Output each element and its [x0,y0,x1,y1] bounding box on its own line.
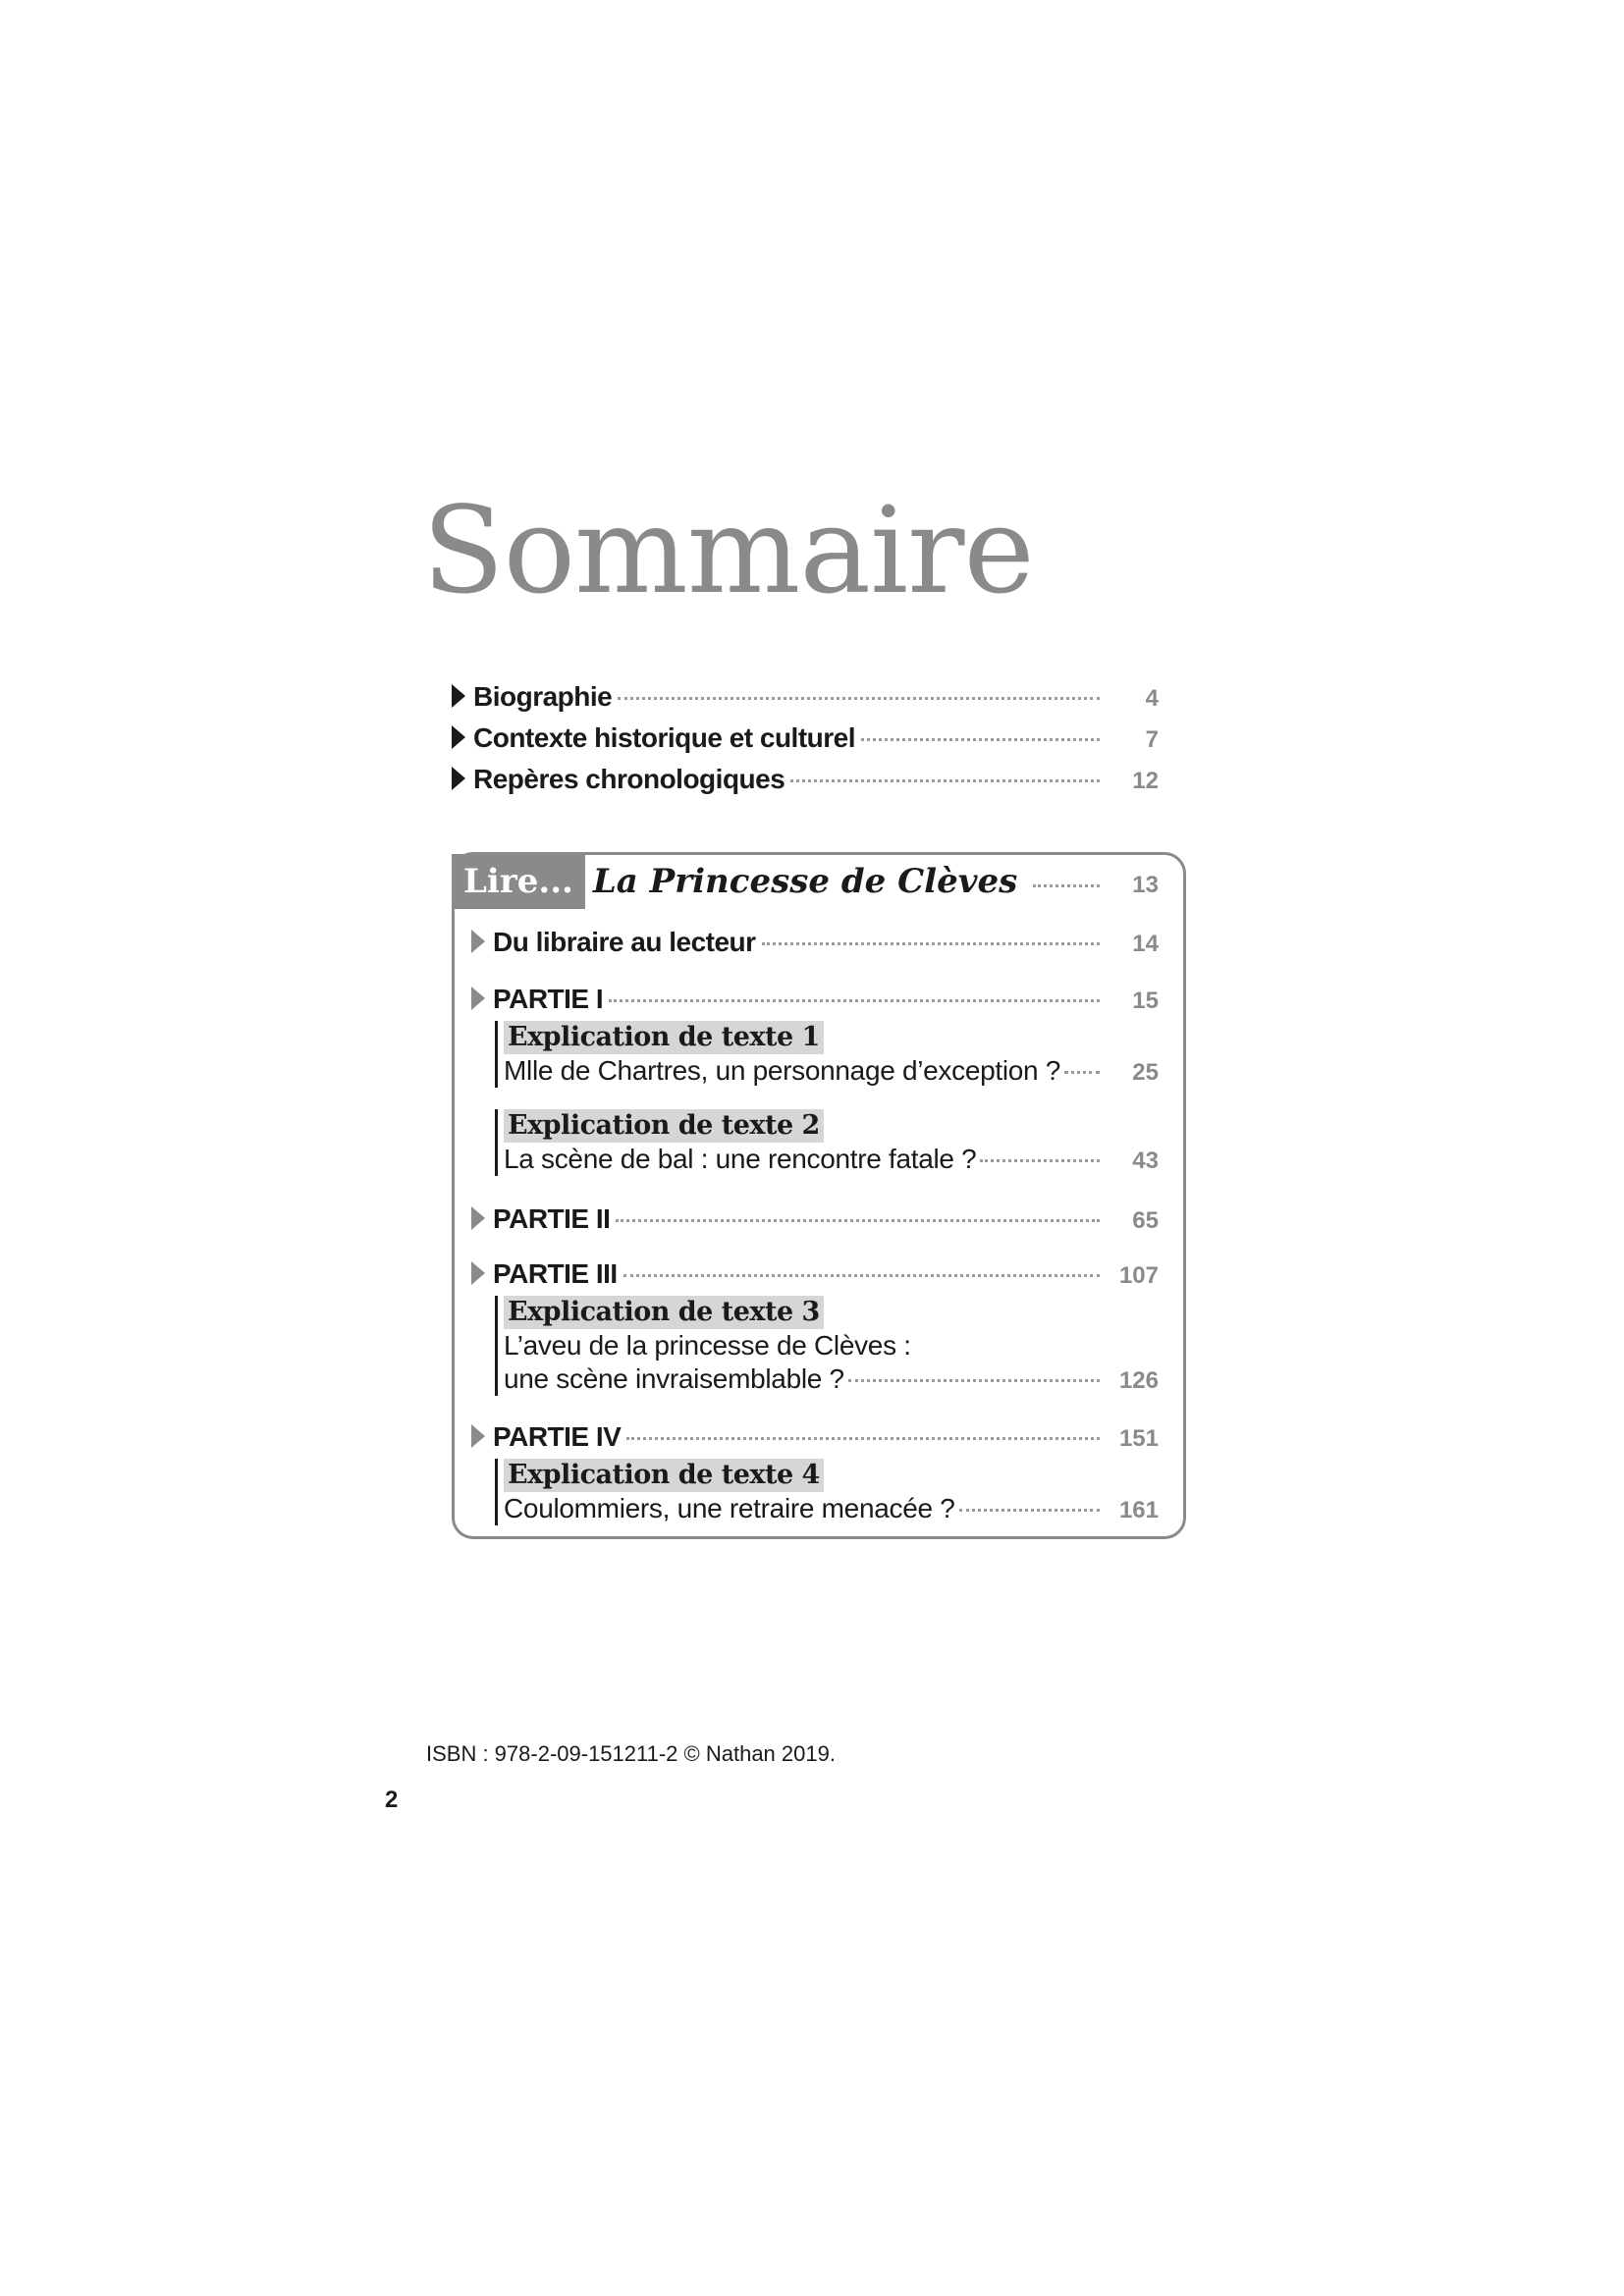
dot-leader [861,738,1100,741]
toc-entry-label: Du libraire au lecteur [493,927,756,957]
toc-entry-label: PARTIE III [493,1258,618,1289]
explication-title: Mlle de Chartres, un personnage d’exception ? [504,1055,1061,1086]
toc-page-number: 4 [1145,685,1159,712]
triangle-bullet-icon [471,987,485,1010]
toc-entry-label: PARTIE II [493,1203,611,1234]
isbn-copyright: ISBN : 978-2-09-151211-2 © Nathan 2019. [426,1741,836,1766]
toc-page-number: 161 [1118,1497,1159,1523]
explication-title: La scène de bal : une rencontre fatale ? [504,1144,977,1174]
dot-leader [609,999,1100,1002]
dot-leader [980,1159,1100,1162]
toc-page-number: 107 [1118,1262,1159,1289]
dot-leader [623,1274,1100,1277]
explication-4[interactable] [495,1459,1159,1525]
toc-entry-label: PARTIE I [493,984,604,1014]
explication-tag: Explication de texte 2 [504,1109,824,1143]
triangle-bullet-icon [471,1261,485,1285]
triangle-bullet-icon [471,1206,485,1230]
toc-entry-partie-3[interactable] [471,1255,1159,1294]
dot-leader [959,1509,1101,1512]
toc-page-number: 151 [1118,1425,1159,1452]
triangle-bullet-icon [452,725,465,749]
toc-page-number: 43 [1132,1148,1159,1174]
toc-entry-partie-2[interactable] [471,1200,1159,1239]
dot-leader [1033,884,1100,887]
toc-page-number: 7 [1145,726,1159,753]
explication-tag: Explication de texte 1 [504,1021,824,1054]
explication-title-line-1: L’aveu de la princesse de Clèves : [504,1330,911,1361]
toc-entry-reperes[interactable] [452,760,1159,799]
toc-page-number: 25 [1132,1059,1159,1086]
triangle-bullet-icon [452,767,465,790]
dot-leader [616,1219,1100,1222]
triangle-bullet-icon [471,930,485,953]
explication-2[interactable] [495,1109,1159,1176]
toc-entry-contexte[interactable] [452,719,1159,758]
toc-page-number: 12 [1132,768,1159,794]
lire-heading[interactable] [452,854,1159,909]
toc-entry-libraire[interactable] [471,923,1159,962]
dot-leader [790,779,1100,782]
toc-entry-label: Biographie [473,681,613,712]
explication-tag: Explication de texte 4 [504,1459,824,1492]
explication-title-line-2: une scène invraisemblable ? [504,1363,844,1394]
toc-entry-label: Repères chronologiques [473,764,785,794]
toc-page-number: 14 [1132,931,1159,957]
dot-leader [762,942,1100,945]
dot-leader [848,1379,1100,1382]
explication-3[interactable] [495,1296,1159,1396]
toc-entry-label: PARTIE IV [493,1421,622,1452]
dot-leader [618,697,1100,700]
triangle-bullet-icon [452,684,465,708]
lire-prefix: Lire... [452,854,585,909]
toc-page-number: 65 [1132,1207,1159,1234]
lire-book-title: La Princesse de Clèves [592,862,1018,901]
toc-entry-partie-4[interactable] [471,1417,1159,1457]
toc-page-number: 13 [1132,872,1159,898]
dot-leader [626,1437,1100,1440]
dot-leader [1064,1071,1100,1074]
toc-page-number: 15 [1132,988,1159,1014]
page-title: Sommaire [422,481,1034,620]
triangle-bullet-icon [471,1424,485,1448]
explication-1[interactable] [495,1021,1159,1088]
toc-entry-label: Contexte historique et culturel [473,722,855,753]
page-folio: 2 [385,1787,399,1813]
toc-page-number: 126 [1118,1367,1159,1394]
toc-entry-partie-1[interactable] [471,980,1159,1019]
toc-entry-biographie[interactable] [452,677,1159,717]
explication-tag: Explication de texte 3 [504,1296,824,1329]
explication-title: Coulommiers, une retraire menacée ? [504,1493,955,1523]
